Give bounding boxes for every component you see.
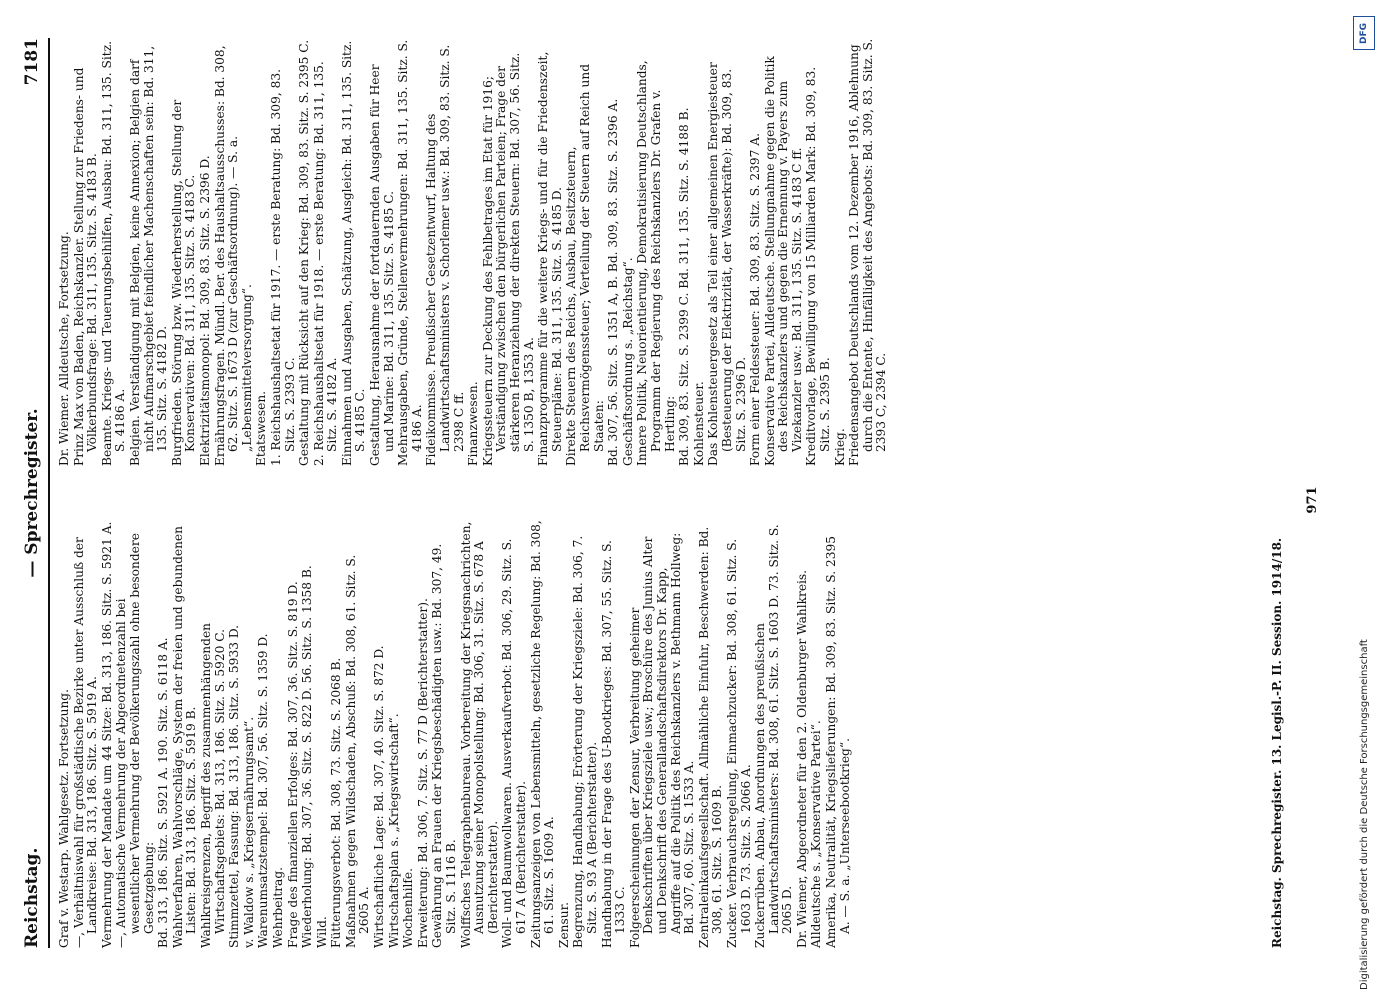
register-entry: 2. Reichshaushaltsetat für 1918. — erste Beratung: Bd. 311, 135. Sitz. S. 4182 A. (311, 61, 340, 466)
register-entry: Ernährungsfragen. Mündl. Ber. des Haushaltsausschusses: Bd. 308, 62. Sitz. S. 1673 D (zur Geschäftsordnung). — S. a. „Lebensmittelversorgung“. (212, 45, 254, 466)
register-entry: Kohlensteuer. (691, 381, 706, 466)
register-entry: Frage des finanziellen Erfolges: Bd. 307, 36. Sitz. S. 819 D. (285, 581, 300, 948)
register-entry: Wehrbeitrag. (270, 867, 285, 948)
header-title: — Sprechregister. (22, 408, 42, 578)
left-column (58, 520, 853, 948)
register-entry: Wochenhilfe. (401, 867, 416, 948)
page-footer: Reichstag. Sprechregister. 13. Legisl.-P. II. Session. 1914/18. (1270, 537, 1284, 948)
register-entry: Dr. Wiemer. Alldeutsche, Fortsetzung. (57, 231, 71, 466)
digitization-note (1353, 10, 1377, 990)
register-entry: Maßnahmen gegen Wildschaden, Abschuß: Bd. 308, 61. Sitz. S. 2605 A. (343, 554, 372, 948)
register-entry: Woll- und Baumwollwaren. Ausverkaufverbot: Bd. 306, 29. Sitz. S. 617 A (Berichterstatter). (500, 538, 528, 948)
register-entry: Wahlkreisgrenzen, Begriff des zusammenhängenden Wirtschaftsgebiets: Bd. 313, 186. Sitz. S. 5920 C. (198, 622, 227, 948)
register-entry: Krieg. (832, 428, 847, 466)
register-entry: —, Verhältniswahl für großstädtische Bezirke unter Ausschluß der Landkreise: Bd. 313, 186. Sitz. S. 5919 A. (71, 537, 100, 948)
register-entry: Fideikommisse. Preußischer Gesetzentwurf, Haltung des Landwirtschaftsministers v. Schorlemer usw.: Bd. 309, 83. Sitz. S. 2398 C ff. (424, 44, 466, 466)
page-header (20, 38, 50, 948)
register-entry: Finanzwesen. (466, 381, 481, 466)
register-entry: Bd. 307, 56. Sitz. S. 1351 A, B. Bd. 309, 83. Sitz. S. 2396 A. (606, 98, 621, 466)
register-entry: Wolffsches Telegraphenbureau. Vorbereitung der Kriegsnachrichten, Ausnutzung seiner Monopolstellung: Bd. 306, 31. Sitz. S. 678 A (Berichterstatter). (458, 521, 500, 948)
register-entry: Begrenzung, Handhabung; Erörterung der Kriegsziele: Bd. 306, 7. Sitz. S. 93 A (Berichterstatter). (571, 535, 599, 948)
register-entry: Gestaltung, Herausnahme der fortdauernden Ausgaben für Heer und Marine: Bd. 311, 135. Sitz. S. 4185 C. (368, 64, 396, 466)
register-entry: Prinz Max von Baden, Reichskanzler. Stellung zur Friedens- und Völkerbundsfrage: Bd. 311, 135. Sitz. S. 4183 B. (71, 67, 100, 466)
register-entry: Wiederholung: Bd. 307, 36. Sitz. S. 822 D. 56. Sitz. S. 1358 B. (300, 565, 315, 948)
register-entry: Zentraleinkaufsgesellschaft. Allmähliche Einfuhr, Beschwerden: Bd. 308, 61. Sitz. S. 1609 B. (696, 526, 725, 948)
dfg-funding-text: Digitalisierung gefördert durch die Deutsche Forschungsgemeinschaft (1359, 639, 1370, 990)
dfg-logo: DFG (1353, 16, 1375, 50)
register-entry: Friedensangebot Deutschlands vom 12. Dezember 1916, Ablehnung durch die Entente, Hinfälligkeit des Angebots: Bd. 309, 83. Sitz. S. 2393 C, 2394 C. (847, 38, 889, 466)
header-left: Reichstag. (22, 847, 42, 948)
register-entry: Wirtschaftliche Lage: Bd. 307, 40. Sitz. S. 872 D. (372, 645, 387, 948)
register-entry: Kreditvorlage, Bewilligung von 15 Milliarden Mark: Bd. 309, 83. Sitz. S. 2395 B. (804, 66, 833, 466)
register-entry: Dr. Wiemer, Abgeordneter für den 2. Oldenburger Wahlkreis. (794, 569, 809, 948)
register-entry: Zucker. Verbrauchsregelung, Einmachzucker: Bd. 308, 61. Sitz. S. 1603 D. 73. Sitz. S. 2066 A. (724, 538, 753, 948)
register-entry: Direkte Steuern des Reichs, Ausbau, Besitzsteuern, Reichsvermögenssteuer; Verteilung der Steuern auf Reich und Staaten: (564, 63, 606, 466)
register-entry: Burgfrieden. Störung bzw. Wiederherstellung, Stellung der Konservativen: Bd. 311, 135. Sitz. S. 4183 C. (169, 99, 198, 466)
register-entry: Etatswesen. (254, 390, 269, 466)
register-entry: Finanzprogramme für die weitere Kriegs- und für die Friedenszeit, Steuerpläne: Bd. 311, 135. Sitz. S. 4185 D. (536, 51, 564, 466)
register-entry: Alldeutsche s. „Konservative Partei“. (809, 720, 824, 948)
register-entry: Zensur. (556, 902, 571, 948)
register-entry: Geschäftsordnung s. „Reichstag“. (620, 257, 635, 466)
register-entry: Stimmzettel, Fassung: Bd. 313, 186. Sitz. S. 5933 D. (227, 624, 242, 948)
register-entry: v. Waldow s. „Kriegsernährungsamt“. (241, 716, 256, 948)
register-entry: Gewährung an Frauen der Kriegsbeschädigten usw.: Bd. 307, 49. Sitz. S. 1116 B. (430, 543, 459, 948)
register-entry: Beamte. Kriegs- und Teuerungsbeihilfen, Ausbau: Bd. 311, 135. Sitz. S. 4186 A. (99, 41, 128, 466)
register-entry: Wild. (314, 916, 329, 948)
register-entry: Graf v. Westarp. Wahlgesetz. Fortsetzung. (57, 689, 71, 948)
register-entry: Einnahmen und Ausgaben, Schätzung, Ausgleich: Bd. 311, 135. Sitz. S. 4185 C. (339, 40, 368, 466)
register-entry: Amerika, Neutralität, Kriegslieferungen: Bd. 309, 83. Sitz. S. 2395 A. — S. a. „Unterseebootkrieg“. (824, 536, 852, 948)
register-entry: Gestaltung mit Rücksicht auf den Krieg: Bd. 309, 83. Sitz. S. 2395 C. (297, 39, 312, 466)
register-entry: Elektrizitätsmonopol: Bd. 309, 83. Sitz. S. 2396 D. (197, 155, 212, 466)
register-entry: Bd. 313, 186. Sitz. S. 5921 A. 190. Sitz. S. 6118 A. (156, 637, 171, 948)
register-entry: Wahlverfahren, Wahlvorschläge, System der freien und gebundenen Listen: Bd. 313, 186. Sitz. S. 5919 B. (170, 526, 199, 948)
register-entry: Warenumsatzstempel: Bd. 307, 56. Sitz. S. 1359 D. (256, 633, 271, 948)
register-entry: Folgeerscheinungen der Zensur, Verbreitung geheimer Denkschriften über Kriegsziele usw.; Broschüre des Junius Alter und Denkschrift des Generallandschaftsdirektors Dr. Kapp, Angriffe auf die Politik des Reichskanzlers v. Bethmann Hollweg: Bd. 307, 60. Sitz. S. 1533 A. (627, 532, 697, 948)
register-entry: Konservative Partei, Alldeutsche. Stellungnahme gegen die Politik des Reichskanzlers und gegen die Ernennung v. Payers zum Vizekanzler usw.: Bd. 311, 135. Sitz. S. 4183 C ff. (762, 56, 804, 466)
register-entry: Fütterungsverbot: Bd. 308, 73. Sitz. S. 2068 B. (329, 657, 344, 948)
register-entry: Mehrausgaben, Gründe, Stellenvermehrungen: Bd. 311, 135. Sitz. S. 4186 A. (396, 39, 424, 466)
register-entry: Bd. 309, 83. Sitz. S. 2399 C. Bd. 311, 135. Sitz. S. 4188 B. (677, 107, 692, 466)
register-entry: Zeitungsanzeigen von Lebensmitteln, gesetzliche Regelung: Bd. 308, 61. Sitz. S. 1609 A. (528, 520, 557, 948)
register-entry: Zuckerrüben. Anbau, Anordnungen des preußischen Landwirtschaftsministers: Bd. 308, 61. Sitz. S. 1603 D. 73. Sitz. S. 2065 D. (753, 524, 795, 948)
register-entry: Vermehrung der Mandate um 44 Sitze: Bd. 313, 186. Sitz. S. 5921 A. (99, 521, 114, 948)
register-entry: Wirtschaftsplan s. „Kriegswirtschaft“. (386, 713, 401, 948)
register-entry: Belgien. Verständigung mit Belgien, keine Annexion; Belgien darf nicht Aufmarschgebiet feindlicher Machenschaften sein: Bd. 311, 135. Sitz. S. 4182 D. (127, 45, 170, 466)
page-number: 971 (1305, 486, 1320, 514)
register-entry: 1. Reichshaushaltsetat für 1917. — erste Beratung: Bd. 309, 83. Sitz. S. 2393 C. (268, 69, 297, 466)
register-entry: —, Automatische Vermehrung der Abgeordnetenzahl bei wesentlicher Vermehrung der Bevölkerungszahl ohne besondere Gesetzgebung: (114, 533, 156, 948)
register-entry: Kriegssteuern zur Deckung des Fehlbetrages im Etat für 1916; Verständigung zwischen den bürgerlichen Parteien; Frage der stärkeren Heranziehung der direkten Steuern: Bd. 307, 56. Sitz. S. 1350 B, 1353 A. (480, 52, 536, 466)
register-entry: Handhabung in der Frage des U-Bootkrieges: Bd. 307, 55. Sitz. S. 1333 C. (599, 540, 628, 948)
register-entry: Innere Politik, Neuorientierung, Demokratisierung Deutschlands, Programm der Regierung des Reichskanzlers Dr. Grafen v. Hertling: (635, 60, 677, 466)
register-entry: Das Kohlensteuergesetz als Teil einer allgemeinen Energiesteuer (Besteuerung der Elektrizität, der Wasserkräfte): Bd. 309, 83. Sitz. S. 2396 D. (706, 62, 748, 466)
register-entry: Erweiterung: Bd. 306, 7. Sitz. S. 77 D (Berichterstatter). (415, 598, 430, 948)
register-entry: Form einer Feldessteuer: Bd. 309, 83. Sitz. S. 2397 A. (748, 133, 763, 466)
header-page-number: 7181 (22, 38, 42, 86)
right-column (58, 38, 890, 466)
